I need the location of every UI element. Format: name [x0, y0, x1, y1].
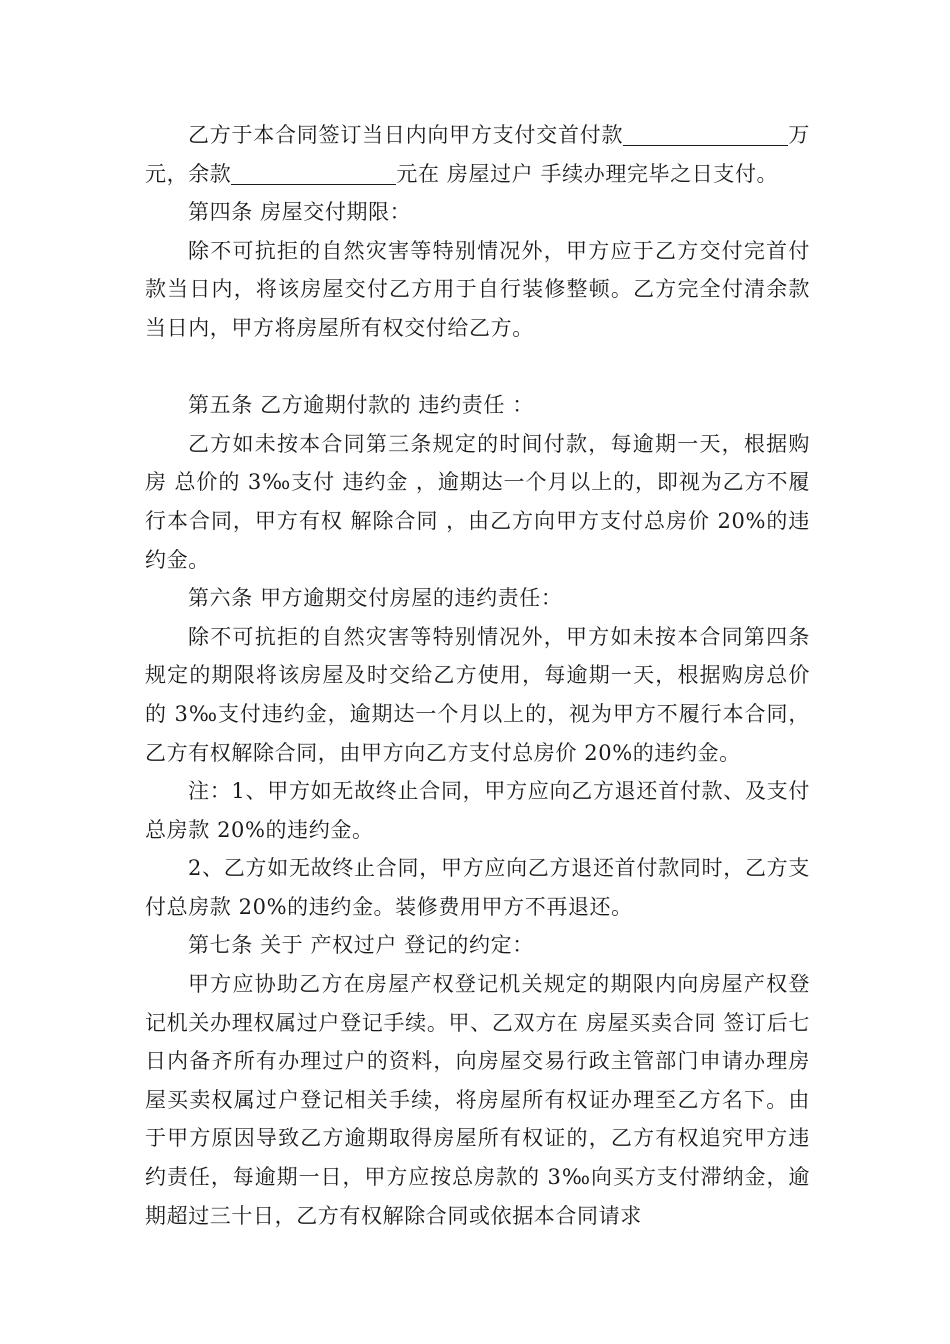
article-6-body: 除不可抗拒的自然灾害等特别情况外，甲方如未按本合同第四条规定的期限将该房屋及时交给乙方使用，每逾期一天，根据购房总价的 3‰支付违约金，逾期达一个月以上的，视为甲方不履行本合同，乙方有权解除合同，由甲方向乙方支付总房价 20%的违约金。 [145, 624, 810, 765]
document-body [145, 116, 810, 1235]
article-5-title: 第五条 乙方逾期付款的 违约责任 ： [188, 393, 534, 418]
article-4-body: 除不可抗拒的自然灾害等特别情况外，甲方应于乙方交付完首付款当日内，将该房屋交付乙方用于自行装修整顿。乙方完全付清余款当日内，甲方将房屋所有权交付给乙方。 [145, 238, 810, 340]
payment-terms-paragraph [145, 116, 810, 193]
balance-blank [231, 158, 396, 185]
article-4-title: 第四条 房屋交付期限： [188, 200, 412, 225]
article-7-title: 第七条 关于 产权过户 登记的约定： [188, 933, 534, 958]
payment-text-start: 乙方于本合同签订当日内向甲方支付交首付款 [188, 123, 624, 147]
down-payment-blank [623, 119, 788, 146]
article-6-title: 第六条 甲方逾期交付房屋的违约责任： [188, 586, 563, 611]
payment-text-end: 元在 房屋过户 手续办理完毕之日支付。 [396, 161, 779, 186]
payment-text-middle: 万元，余款 [145, 123, 810, 186]
note-2: 2、乙方如无故终止合同，甲方应向乙方退还首付款同时，乙方支付总房款 20%的违约金。装修费用甲方不再退还。 [145, 856, 810, 919]
article-5-body: 乙方如未按本合同第三条规定的时间付款，每逾期一天，根据购房 总价的 3‰支付 违约金 ，逾期达一个月以上的，即视为乙方不履行本合同，甲方有权 解除合同 ，由乙方向甲方支付总房价 20%的违约金。 [145, 431, 810, 572]
paragraph-gap [145, 348, 810, 387]
article-7-body: 甲方应协助乙方在房屋产权登记机关规定的期限内向房屋产权登记机关办理权属过户登记手续。甲、乙双方在 房屋买卖合同 签订后七日内备齐所有办理过户的资料，向房屋交易行政主管部门申请办理房屋买卖权属过户登记相关手续，将房屋所有权证办理至乙方名下。由于甲方原因导致乙方逾期取得房屋所有权证的，乙方有权追究甲方违约责任，每逾期一日，甲方应按总房款的 3‰向买方支付滞纳金，逾期超过三十日，乙方有权解除合同或依据本合同请求 [145, 972, 810, 1228]
note-1: 注：1、甲方如无故终止合同，甲方应向乙方退还首付款、及支付总房款 20%的违约金。 [145, 779, 810, 842]
